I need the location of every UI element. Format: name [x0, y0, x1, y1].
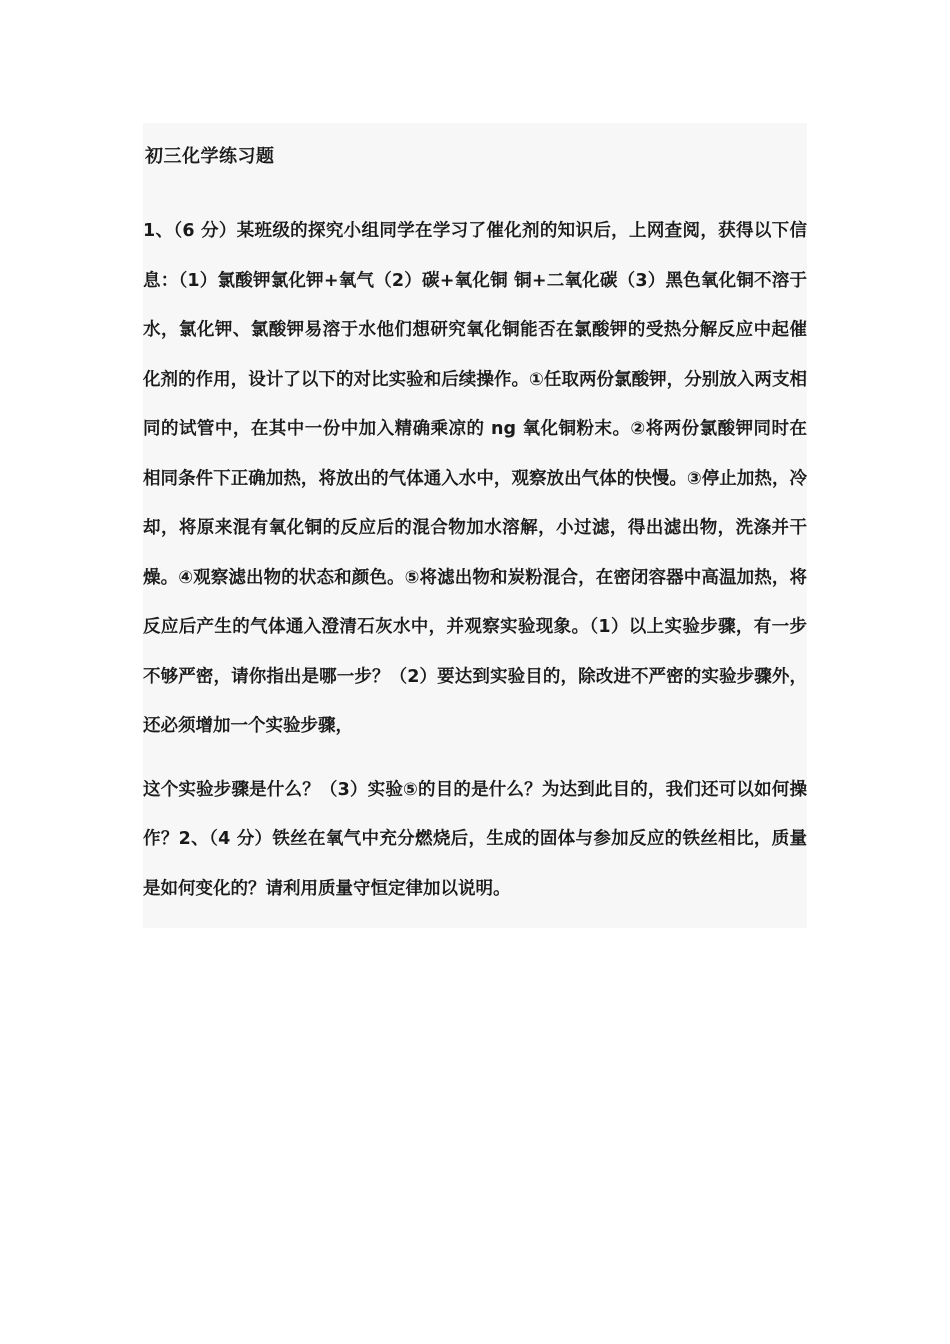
document-title: 初三化学练习题	[145, 146, 275, 167]
paragraph-question-1: 1、（6 分）某班级的探究小组同学在学习了催化剂的知识后，上网查阅，获得以下信息：（1）氯酸钾氯化钾+氧气（2）碳+氧化铜 铜+二氧化碳（3）黑色氧化铜不溶于水，氯化钾、氯酸钾易溶于水他们想研究氧化铜能否在氯酸钾的受热分解反应中起催化剂的作用，设计了以下的对比实验和后续操作。①任取两份氯酸钾，分别放入两支相同的试管中，在其中一份中加入精确乘凉的 ng 氧化铜粉末。②将两份氯酸钾同时在相同条件下正确加热，将放出的气体通入水中，观察放出气体的快慢。③停止加热，冷却，将原来混有氧化铜的反应后的混合物加水溶解，小过滤，得出滤出物，洗涤并干燥。④观察滤出物的状态和颜色。⑤将滤出物和炭粉混合，在密闭容器中高温加热，将反应后产生的气体通入澄清石灰水中，并观察实验现象。（1）以上实验步骤，有一步不够严密，请你指出是哪一步？（2）要达到实验目的，除改进不严密的实验步骤外，还必须增加一个实验步骤，	[143, 221, 807, 736]
document-body	[143, 123, 807, 928]
paragraph-question-1-continued: 这个实验步骤是什么？（3）实验⑤的目的是什么？为达到此目的，我们还可以如何操作？2、（4 分）铁丝在氧气中充分燃烧后，生成的固体与参加反应的铁丝相比，质量是如何变化的？请利用质量守恒定律加以说明。	[143, 779, 807, 899]
